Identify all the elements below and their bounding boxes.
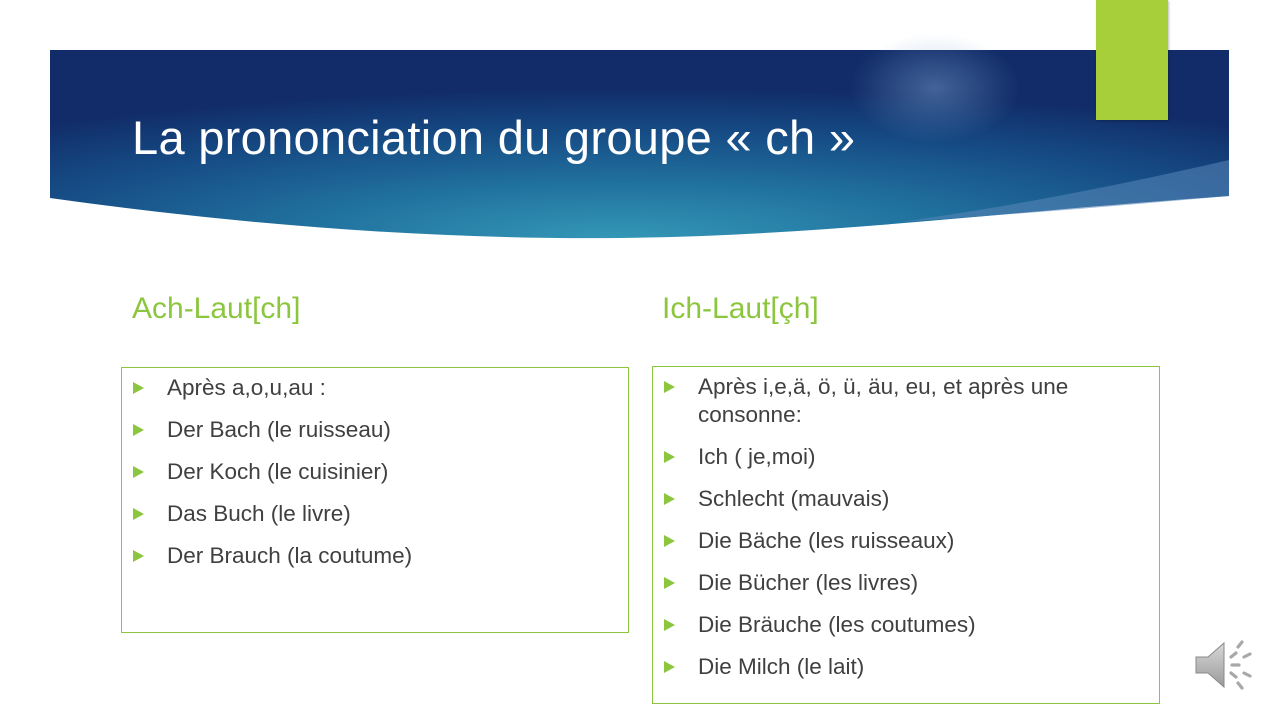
accent-bar	[1096, 0, 1168, 120]
list-item	[122, 542, 607, 570]
triangle-right-icon	[133, 550, 144, 562]
triangle-right-icon	[664, 661, 675, 673]
list-item-text: Der Bach (le ruisseau)	[167, 417, 391, 442]
triangle-right-icon	[664, 381, 675, 393]
list-item	[122, 374, 607, 402]
triangle-right-icon	[133, 424, 144, 436]
list-item-text: Après i,e,ä, ö, ü, äu, eu, et après une consonne:	[698, 374, 1069, 427]
list-item-text: Die Milch (le lait)	[698, 654, 865, 679]
triangle-right-icon	[664, 493, 675, 505]
triangle-right-icon	[664, 535, 675, 547]
list-item-text: Die Bäche (les ruisseaux)	[698, 528, 955, 553]
list-item-text: Der Koch (le cuisinier)	[167, 459, 389, 484]
triangle-right-icon	[133, 382, 144, 394]
list-item	[653, 373, 1138, 429]
ich-laut-heading: Ich-Laut[çh]	[662, 292, 819, 325]
list-item-text: Die Bücher (les livres)	[698, 570, 919, 595]
list-item	[653, 611, 1138, 639]
ich-laut-box	[652, 366, 1160, 704]
list-item	[122, 500, 607, 528]
list-item-text: Schlecht (mauvais)	[698, 486, 890, 511]
list-item-text: Der Brauch (la coutume)	[167, 543, 413, 568]
triangle-right-icon	[133, 466, 144, 478]
ach-laut-heading: Ach-Laut[ch]	[132, 292, 301, 325]
list-item-text: Après a,o,u,au :	[167, 375, 326, 400]
list-item	[122, 416, 607, 444]
list-item	[653, 653, 1138, 681]
list-item	[122, 458, 607, 486]
ach-laut-list	[122, 368, 628, 570]
list-item	[653, 569, 1138, 597]
triangle-right-icon	[664, 451, 675, 463]
list-item-text: Ich ( je,moi)	[698, 444, 816, 469]
list-item	[653, 527, 1138, 555]
list-item-text: Die Bräuche (les coutumes)	[698, 612, 976, 637]
list-item-text: Das Buch (le livre)	[167, 501, 351, 526]
speaker-icon[interactable]	[1192, 633, 1256, 697]
ach-laut-box	[121, 367, 629, 633]
ich-laut-list	[653, 367, 1159, 681]
triangle-right-icon	[664, 619, 675, 631]
list-item	[653, 485, 1138, 513]
triangle-right-icon	[133, 508, 144, 520]
triangle-right-icon	[664, 577, 675, 589]
list-item	[653, 443, 1138, 471]
slide-title: La prononciation du groupe « ch »	[132, 111, 856, 164]
